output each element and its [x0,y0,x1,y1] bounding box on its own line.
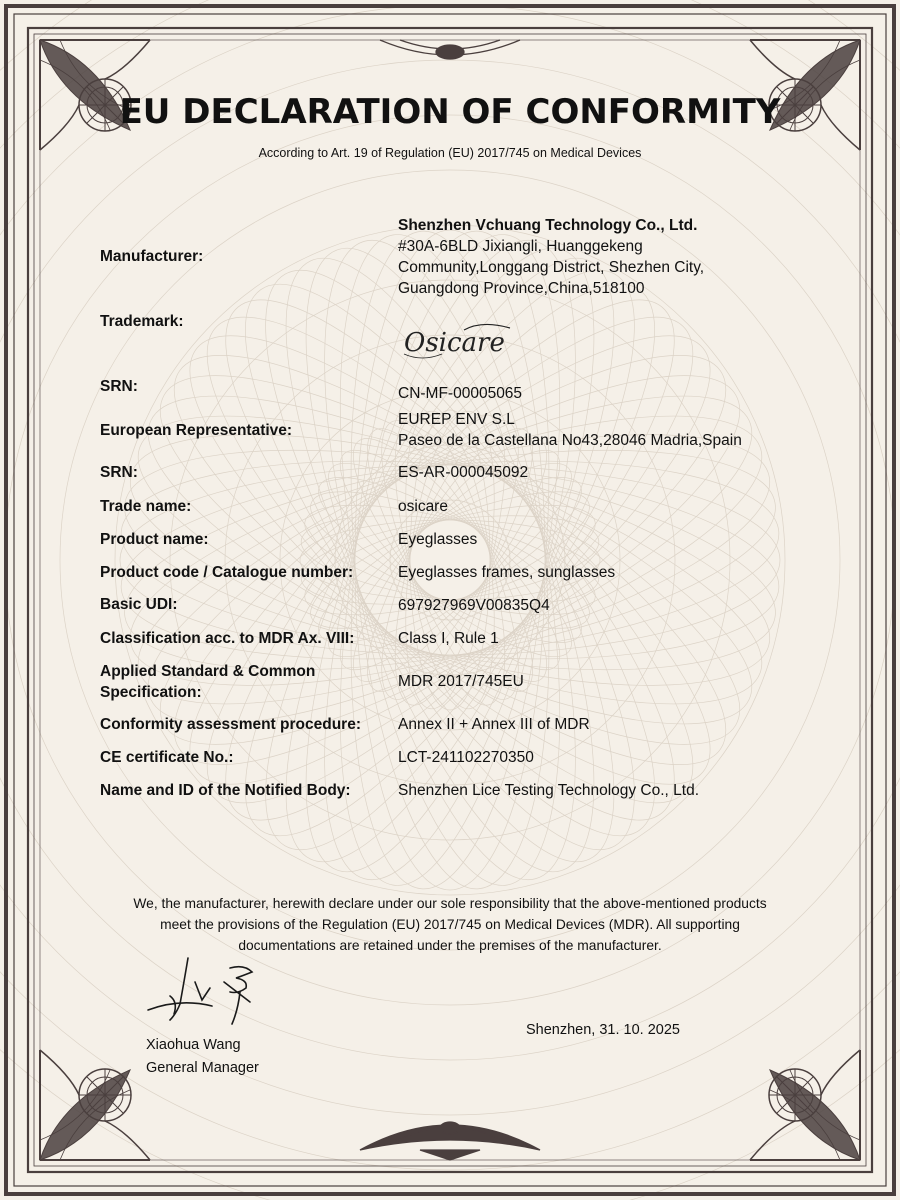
trade-name-label: Trade name: [100,498,192,515]
manufacturer-address-line-1: #30A-6BLD Jixiangli, Huanggekeng [398,238,643,255]
manufacturer-address-line-2: Community,Longgang District, Shezhen City, [398,259,705,276]
trade-name-value: osicare [398,498,448,515]
manufacturer-name: Shenzhen Vchuang Technology Co., Ltd. [398,217,698,234]
manufacturer-address-line-3: Guangdong Province,China,518100 [398,280,645,297]
notified-body-label: Name and ID of the Notified Body: [100,782,351,799]
signatory-name: Xiaohua Wang [146,1037,241,1053]
european-representative-line-2: Paseo de la Castellana No43,28046 Madria,Spain [398,432,742,449]
ce-certificate-label: CE certificate No.: [100,749,234,766]
signatory-block [146,1034,259,1080]
manufacturer-label: Manufacturer: [100,248,204,265]
product-code-label: Product code / Catalogue number: [100,564,354,581]
applied-standard-label-line-1: Applied Standard & Common [100,663,316,680]
european-representative-line-1: EUREP ENV S.L [398,411,515,428]
basic-udi-value: 697927969V00835Q4 [398,597,550,614]
product-code-value: Eyeglasses frames, sunglasses [398,564,616,581]
notified-body-value: Shenzhen Lice Testing Technology Co., Ltd. [398,782,700,799]
place-and-date: Shenzhen, 31. 10. 2025 [526,1022,680,1038]
document-subtitle: According to Art. 19 of Regulation (EU) 2017/745 on Medical Devices [258,146,642,160]
applied-standard-label-line-2: Specification: [100,684,202,701]
srn-manufacturer-label: SRN: [100,378,138,395]
srn-representative-value: ES-AR-000045092 [398,464,529,481]
srn-manufacturer-value: CN-MF-00005065 [398,385,523,402]
basic-udi-label: Basic UDI: [100,596,178,613]
trademark-logo-text: Osicare [404,328,505,358]
handwritten-signature [140,952,270,1030]
classification-label: Classification acc. to MDR Ax. VIII: [100,630,355,647]
product-name-value: Eyeglasses [398,531,478,548]
srn-representative-label: SRN: [100,464,138,481]
signatory-position: General Manager [146,1060,259,1076]
product-name-label: Product name: [100,531,209,548]
conformity-procedure-label: Conformity assessment procedure: [100,716,361,733]
declaration-text [90,893,810,956]
european-representative-label: European Representative: [100,422,293,439]
declaration-line-2: meet the provisions of the Regulation (EU) 2017/745 on Medical Devices (MDR). All supporting [160,917,740,932]
declaration-line-1: We, the manufacturer, herewith declare under our sole responsibility that the above-mentioned products [133,896,767,911]
classification-value: Class I, Rule 1 [398,630,499,647]
trademark-label: Trademark: [100,313,184,330]
trademark-logo [402,318,522,366]
applied-standard-value: MDR 2017/745EU [398,673,524,690]
declaration-line-3: documentations are retained under the premises of the manufacturer. [238,938,662,953]
conformity-procedure-value: Annex II + Annex III of MDR [398,716,590,733]
ce-certificate-value: LCT-241102270350 [398,749,534,766]
document-title: EU DECLARATION OF CONFORMITY [119,92,781,132]
